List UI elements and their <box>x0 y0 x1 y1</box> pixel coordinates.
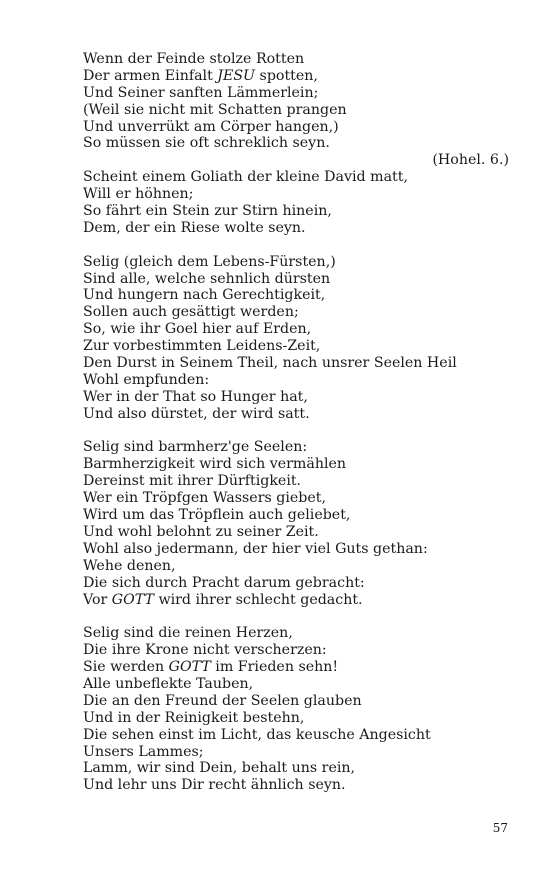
italic-name: JESU <box>217 67 256 84</box>
poem-line <box>83 659 509 676</box>
poem-line: Alle unbeflekte Tauben, <box>83 675 254 692</box>
poem-line: Die ihre Krone nicht verscherzen: <box>83 642 327 659</box>
poem-line: Wer ein Tröpfgen Wassers giebet, <box>83 490 326 507</box>
page-number: 57 <box>492 821 508 835</box>
poem-line: Und hungern nach Gerechtigkeit, <box>83 287 326 304</box>
poem-line: Wohl empfunden: <box>83 371 210 388</box>
italic-name: GOTT <box>168 659 211 676</box>
poem-line: Dereinst mit ihrer Dürftigkeit. <box>83 473 302 490</box>
poem-line: So fährt ein Stein zur Stirn hinein, <box>83 203 332 220</box>
poem-line: Sind alle, welche sehnlich dürsten <box>83 270 331 287</box>
line-segment: wird ihrer schlecht gedacht. <box>153 591 363 608</box>
poem-line: Die sich durch Pracht darum gebracht: <box>83 574 365 591</box>
poem-line: Zur vorbestimmten Leidens-Zeit, <box>83 338 321 355</box>
poem-line: So müssen sie oft schreklich seyn. <box>83 135 330 152</box>
poem-line: Wird um das Tröpflein auch geliebet, <box>83 507 351 524</box>
poem-line: Wenn der Feinde stolze Rotten <box>83 51 305 67</box>
poem-line: Und Seiner sanften Lämmerlein; <box>83 84 319 101</box>
line-segment: Sie werden <box>83 659 169 676</box>
bible-reference: (Hohel. 6.) <box>432 152 509 169</box>
poem-line: Selig sind die reinen Herzen, <box>83 625 293 642</box>
poem-line: Wer in der That so Hunger hat, <box>83 388 308 405</box>
poem-line: Den Durst in Seinem Theil, nach unsrer Seelen Heil <box>83 355 457 372</box>
stanza-gap <box>83 423 509 440</box>
poem-line <box>83 68 509 85</box>
stanza-gap <box>83 608 509 625</box>
line-segment: Vor <box>83 591 112 608</box>
poem-line: Und in der Reinigkeit bestehn, <box>83 709 305 726</box>
italic-name: GOTT <box>111 591 154 608</box>
poem-line: Und unverrükt am Cörper hangen,) <box>83 118 339 135</box>
poem-line: So, wie ihr Goel hier auf Erden, <box>83 321 312 338</box>
poem-line: Dem, der ein Riese wolte seyn. <box>83 219 306 236</box>
poem-line: Unsers Lammes; <box>83 743 204 760</box>
poem-line: Selig (gleich dem Lebens-Fürsten,) <box>83 253 336 270</box>
poem-text <box>83 51 509 794</box>
poem-line: Wohl also jedermann, der hier viel Guts gethan: <box>83 540 428 557</box>
poem-line: Wehe denen, <box>83 557 176 574</box>
line-segment: Der armen Einfalt <box>83 67 218 84</box>
poem-line: Selig sind barmherz'ge Seelen: <box>83 439 308 456</box>
line-segment: im Frieden sehn! <box>210 659 339 676</box>
poem-line: Und also dürstet, der wird satt. <box>83 405 310 422</box>
poem-line: Die sehen einst im Licht, das keusche Angesicht <box>83 726 431 743</box>
line-segment: spotten, <box>255 67 318 84</box>
poem-line: Will er höhnen; <box>83 186 194 203</box>
poem-line: Lamm, wir sind Dein, behalt uns rein, <box>83 760 356 777</box>
poem-line: Die an den Freund der Seelen glauben <box>83 692 362 709</box>
poem-line: Und lehr uns Dir recht ähnlich seyn. <box>83 777 346 794</box>
poem-line: Barmherzigkeit wird sich vermählen <box>83 456 347 473</box>
stanza-gap <box>83 237 509 254</box>
poem-line <box>83 592 509 609</box>
poem-line: Scheint einem Goliath der kleine David matt, <box>83 169 408 186</box>
poem-line: Sollen auch gesättigt werden; <box>83 304 299 321</box>
poem-line: Und wohl belohnt zu seiner Zeit. <box>83 523 319 540</box>
poem-line: (Weil sie nicht mit Schatten prangen <box>83 101 347 118</box>
